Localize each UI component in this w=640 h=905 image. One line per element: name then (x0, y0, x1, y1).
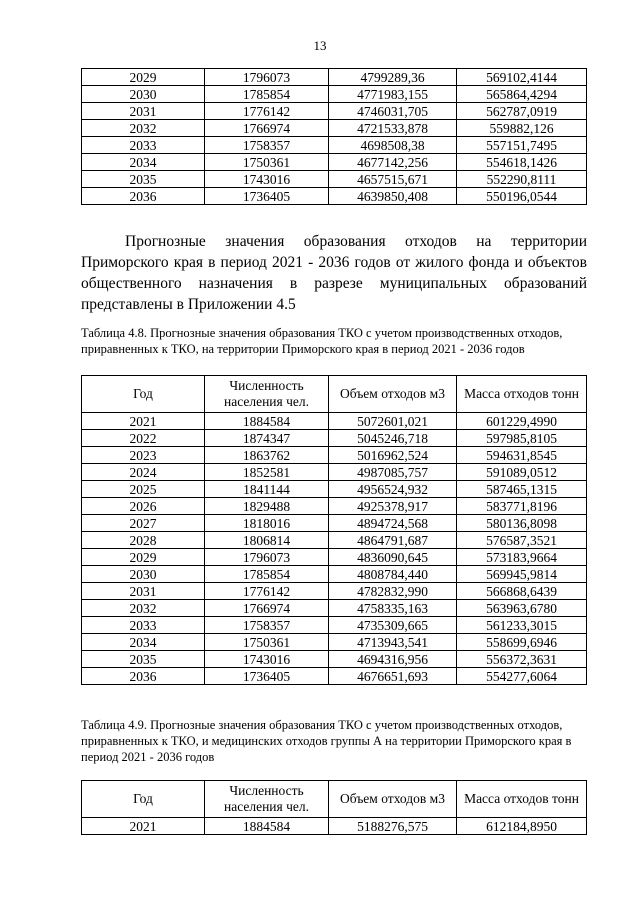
table-cell: 1874347 (205, 430, 329, 447)
table-4-9-body (82, 818, 587, 835)
table-cell: 612184,8950 (457, 818, 587, 835)
table-cell: 554277,6064 (457, 668, 587, 685)
table-4-9-header-row (82, 781, 587, 818)
table-cell: 558699,6946 (457, 634, 587, 651)
table-cell: 5045246,718 (329, 430, 457, 447)
table-cell: 4758335,163 (329, 600, 457, 617)
table-row (82, 154, 587, 171)
table-cell: 2033 (82, 617, 205, 634)
table-cell: 1796073 (205, 69, 329, 86)
header-mass: Масса отходов тонн (457, 376, 587, 413)
table-4-8-body (82, 413, 587, 685)
table-row (82, 515, 587, 532)
table-cell: 4676651,693 (329, 668, 457, 685)
table-cell: 566868,6439 (457, 583, 587, 600)
table-row (82, 668, 587, 685)
header-year: Год (82, 781, 205, 818)
table-row (82, 413, 587, 430)
table-cell: 563963,6780 (457, 600, 587, 617)
table-cell: 1841144 (205, 481, 329, 498)
table-cell: 1884584 (205, 818, 329, 835)
table-cell: 2021 (82, 413, 205, 430)
table-cell: 2031 (82, 103, 205, 120)
table-row (82, 583, 587, 600)
table-4-9-caption: Таблица 4.9. Прогнозные значения образования ТКО с учетом производственных отходов, приравненных к ТКО, и медицинских отходов группы А на территории Приморского края в период 2021 - 2036 годов (81, 718, 572, 764)
table-cell: 565864,4294 (457, 86, 587, 103)
table-row (82, 137, 587, 154)
table-cell: 1852581 (205, 464, 329, 481)
table-cell: 2034 (82, 634, 205, 651)
table-cell: 2036 (82, 668, 205, 685)
header-volume: Объем отходов м3 (329, 781, 457, 818)
table-row (82, 634, 587, 651)
header-year: Год (82, 376, 205, 413)
table-row (82, 617, 587, 634)
table-cell: 573183,9664 (457, 549, 587, 566)
table-cell: 2030 (82, 86, 205, 103)
table-cell: 1776142 (205, 583, 329, 600)
table-row (82, 651, 587, 668)
table-cell: 2024 (82, 464, 205, 481)
table-4-8-caption: Таблица 4.8. Прогнозные значения образования ТКО с учетом производственных отходов, приравненных к ТКО, на территории Приморского края в период 2021 - 2036 годов (81, 326, 563, 356)
table-top (81, 68, 587, 205)
table-cell: 5188276,575 (329, 818, 457, 835)
table-row (82, 86, 587, 103)
table-cell: 1785854 (205, 566, 329, 583)
table-cell: 2032 (82, 120, 205, 137)
table-cell: 4771983,155 (329, 86, 457, 103)
table-row (82, 498, 587, 515)
table-cell: 583771,8196 (457, 498, 587, 515)
table-cell: 2032 (82, 600, 205, 617)
table-cell: 4657515,671 (329, 171, 457, 188)
table-cell: 562787,0919 (457, 103, 587, 120)
table-row (82, 532, 587, 549)
table-row (82, 69, 587, 86)
table-row (82, 103, 587, 120)
table-cell: 2021 (82, 818, 205, 835)
header-population: Численность населения чел. (205, 781, 329, 818)
table-cell: 2034 (82, 154, 205, 171)
table-row (82, 171, 587, 188)
table-cell: 1863762 (205, 447, 329, 464)
body-paragraph-text: Прогнозные значения образования отходов на территории Приморского края в период 2021 - 2036 годов от жилого фонда и объектов общественного назначения в разрезе муниципальных образований представлены в Приложении 4.5 (81, 233, 587, 313)
table-cell: 2029 (82, 549, 205, 566)
table-row (82, 120, 587, 137)
table-cell: 580136,8098 (457, 515, 587, 532)
table-cell: 4746031,705 (329, 103, 457, 120)
table-cell: 4836090,645 (329, 549, 457, 566)
table-cell: 4698508,38 (329, 137, 457, 154)
table-cell: 4894724,568 (329, 515, 457, 532)
table-cell: 1806814 (205, 532, 329, 549)
table-cell: 1758357 (205, 137, 329, 154)
table-row (82, 818, 587, 835)
table-cell: 1766974 (205, 120, 329, 137)
table-cell: 1776142 (205, 103, 329, 120)
table-cell: 2022 (82, 430, 205, 447)
table-row (82, 566, 587, 583)
table-cell: 550196,0544 (457, 188, 587, 205)
table-cell: 2026 (82, 498, 205, 515)
table-cell: 1796073 (205, 549, 329, 566)
table-cell: 594631,8545 (457, 447, 587, 464)
table-cell: 4925378,917 (329, 498, 457, 515)
table-cell: 552290,8111 (457, 171, 587, 188)
table-cell: 4799289,36 (329, 69, 457, 86)
table-cell: 2029 (82, 69, 205, 86)
table-cell: 4713943,541 (329, 634, 457, 651)
table-cell: 597985,8105 (457, 430, 587, 447)
table-4-8 (81, 375, 587, 685)
table-cell: 601229,4990 (457, 413, 587, 430)
table-top-body (82, 69, 587, 205)
table-cell: 4864791,687 (329, 532, 457, 549)
table-cell: 4987085,757 (329, 464, 457, 481)
table-cell: 2036 (82, 188, 205, 205)
table-cell: 1743016 (205, 171, 329, 188)
table-cell: 5016962,524 (329, 447, 457, 464)
table-cell: 587465,1315 (457, 481, 587, 498)
table-cell: 1758357 (205, 617, 329, 634)
table-cell: 1785854 (205, 86, 329, 103)
table-cell: 4639850,408 (329, 188, 457, 205)
table-cell: 2035 (82, 651, 205, 668)
table-row (82, 447, 587, 464)
table-cell: 2023 (82, 447, 205, 464)
table-cell: 4782832,990 (329, 583, 457, 600)
table-cell: 1750361 (205, 154, 329, 171)
table-cell: 4956524,932 (329, 481, 457, 498)
table-cell: 1736405 (205, 668, 329, 685)
table-cell: 1884584 (205, 413, 329, 430)
table-row (82, 430, 587, 447)
table-4-8-header-row (82, 376, 587, 413)
table-cell: 559882,126 (457, 120, 587, 137)
table-cell: 1829488 (205, 498, 329, 515)
table-cell: 569102,4144 (457, 69, 587, 86)
table-cell: 2025 (82, 481, 205, 498)
table-cell: 554618,1426 (457, 154, 587, 171)
table-cell: 2028 (82, 532, 205, 549)
table-row (82, 549, 587, 566)
table-cell: 4677142,256 (329, 154, 457, 171)
table-cell: 2030 (82, 566, 205, 583)
table-cell: 2033 (82, 137, 205, 154)
table-cell: 1766974 (205, 600, 329, 617)
table-cell: 557151,7495 (457, 137, 587, 154)
table-row (82, 188, 587, 205)
table-cell: 4735309,665 (329, 617, 457, 634)
table-cell: 561233,3015 (457, 617, 587, 634)
table-cell: 4694316,956 (329, 651, 457, 668)
table-row (82, 600, 587, 617)
table-cell: 2035 (82, 171, 205, 188)
table-cell: 576587,3521 (457, 532, 587, 549)
table-cell: 1818016 (205, 515, 329, 532)
header-population: Численность населения чел. (205, 376, 329, 413)
header-mass: Масса отходов тонн (457, 781, 587, 818)
table-cell: 569945,9814 (457, 566, 587, 583)
header-volume: Объем отходов м3 (329, 376, 457, 413)
table-cell: 2027 (82, 515, 205, 532)
table-row (82, 464, 587, 481)
page-number: 13 (313, 38, 327, 53)
table-cell: 1750361 (205, 634, 329, 651)
table-4-9 (81, 780, 587, 835)
body-paragraph (81, 231, 587, 315)
table-row (82, 481, 587, 498)
table-cell: 5072601,021 (329, 413, 457, 430)
table-cell: 556372,3631 (457, 651, 587, 668)
table-cell: 591089,0512 (457, 464, 587, 481)
table-cell: 1736405 (205, 188, 329, 205)
table-cell: 4808784,440 (329, 566, 457, 583)
table-cell: 2031 (82, 583, 205, 600)
table-cell: 4721533,878 (329, 120, 457, 137)
table-cell: 1743016 (205, 651, 329, 668)
